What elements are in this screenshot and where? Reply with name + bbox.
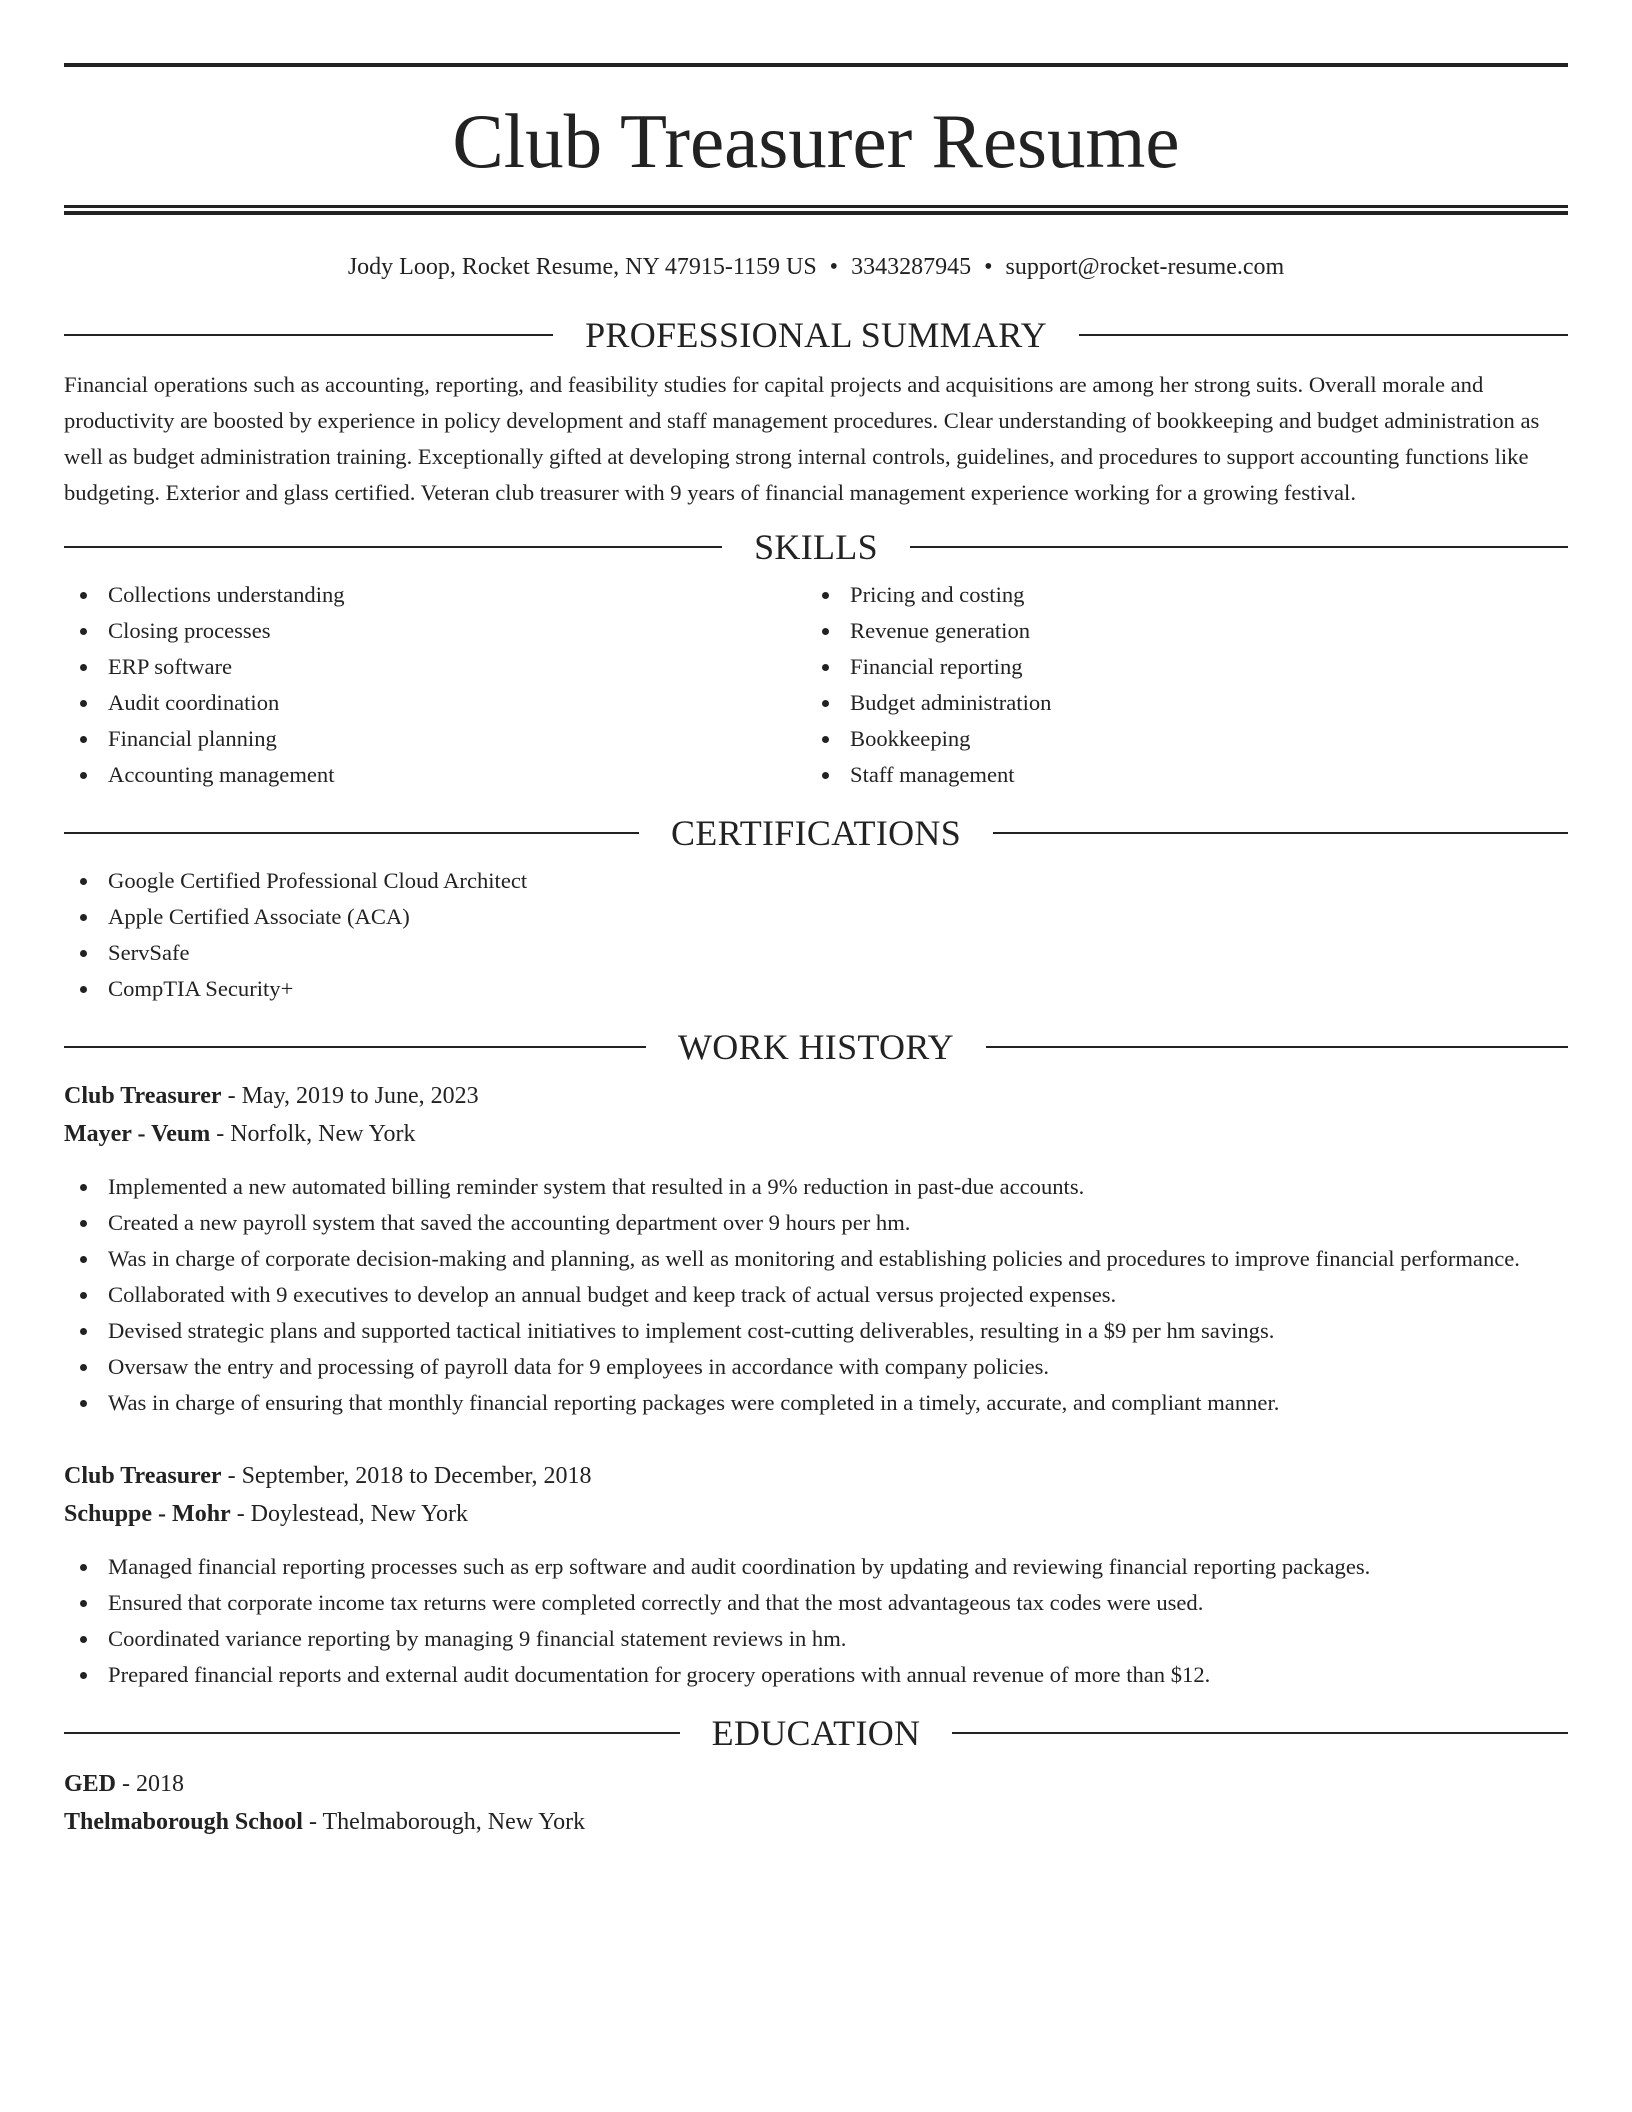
job-title: Club Treasurer (64, 1463, 222, 1489)
education-entry (64, 1765, 1568, 1841)
job-title-line (64, 1077, 1568, 1115)
list-item: Financial reporting (806, 649, 1548, 685)
list-item: Prepared financial reports and external audit documentation for grocery operations with annual revenue of more than $12. (64, 1657, 1568, 1693)
list-item: Financial planning (64, 721, 806, 757)
contact-line (64, 251, 1568, 283)
skills-list-left (64, 577, 806, 793)
section-rule (910, 546, 1568, 548)
section-header-work (64, 1029, 1568, 1065)
section-title-skills: SKILLS (754, 527, 878, 567)
section-header-skills (64, 529, 1568, 565)
list-item: Ensured that corporate income tax returns were completed correctly and that the most advantageous tax codes were used. (64, 1585, 1568, 1621)
list-item: Budget administration (806, 685, 1548, 721)
list-item: Revenue generation (806, 613, 1548, 649)
job-bullets (64, 1549, 1568, 1693)
summary-paragraph: Financial operations such as accounting, reporting, and feasibility studies for capital projects and acquisitions are among her strong suits. Overall morale and productivity are boosted by experience in policy development and staff management procedures. Clear understanding of bookkeeping and budget administration as well as budget administration training. Exceptionally gifted at developing strong internal controls, guidelines, and procedures to support accounting functions like budgeting. Exterior and glass certified. Veteran club treasurer with 9 years of financial management experience working for a growing festival. (64, 372, 1540, 505)
skills-columns (64, 577, 1568, 793)
section-rule (993, 832, 1568, 834)
contact-email: support@rocket-resume.com (1005, 254, 1285, 280)
list-item: Oversaw the entry and processing of payroll data for 9 employees in accordance with company policies. (64, 1349, 1568, 1385)
job-bullets (64, 1169, 1568, 1421)
list-item: Collaborated with 9 executives to develop an annual budget and keep track of actual versus projected expenses. (64, 1277, 1568, 1313)
list-item: Managed financial reporting processes such as erp software and audit coordination by updating and reviewing financial reporting packages. (64, 1549, 1568, 1585)
section-rule (64, 1732, 680, 1734)
section-header-certifications (64, 815, 1568, 851)
education-degree: GED (64, 1771, 117, 1797)
contact-phone: 3343287945 (851, 254, 972, 280)
list-item: Audit coordination (64, 685, 806, 721)
section-rule (952, 1732, 1568, 1734)
contact-address: Jody Loop, Rocket Resume, NY 47915-1159 US (347, 254, 817, 280)
list-item: Implemented a new automated billing reminder system that resulted in a 9% reduction in past-due accounts. (64, 1169, 1568, 1205)
title-double-rule (64, 205, 1568, 215)
job-company: Schuppe - Mohr (64, 1501, 231, 1527)
section-rule (64, 1046, 646, 1048)
section-title-education: EDUCATION (711, 1713, 921, 1753)
education-degree-line (64, 1765, 1568, 1803)
job-location: - Norfolk, New York (210, 1121, 416, 1147)
list-item: Apple Certified Associate (ACA) (64, 899, 1568, 935)
list-item: ServSafe (64, 935, 1568, 971)
list-item: Created a new payroll system that saved the accounting department over 9 hours per hm. (64, 1205, 1568, 1241)
list-item: Collections understanding (64, 577, 806, 613)
contact-separator: • (984, 254, 993, 280)
list-item: CompTIA Security+ (64, 971, 1568, 1007)
job-title: Club Treasurer (64, 1083, 222, 1109)
education-location: - Thelmaborough, New York (302, 1809, 586, 1835)
list-item: Was in charge of ensuring that monthly financial reporting packages were completed in a timely, accurate, and compliant manner. (64, 1385, 1568, 1421)
section-title-summary: PROFESSIONAL SUMMARY (585, 315, 1047, 355)
education-school: Thelmaborough School (64, 1809, 303, 1835)
section-rule (64, 546, 722, 548)
job-entry (64, 1457, 1568, 1693)
list-item: Accounting management (64, 757, 806, 793)
section-rule (64, 832, 639, 834)
top-rule (64, 63, 1568, 67)
job-company-line (64, 1115, 1568, 1153)
section-title-certifications: CERTIFICATIONS (670, 813, 962, 853)
certifications-list (64, 863, 1568, 1007)
job-dates: - September, 2018 to December, 2018 (221, 1463, 592, 1489)
job-company: Mayer - Veum (64, 1121, 211, 1147)
job-entry (64, 1077, 1568, 1421)
list-item: Coordinated variance reporting by managing 9 financial statement reviews in hm. (64, 1621, 1568, 1657)
section-title-work: WORK HISTORY (678, 1027, 954, 1067)
section-rule (1079, 334, 1568, 336)
list-item: ERP software (64, 649, 806, 685)
list-item: Was in charge of corporate decision-making and planning, as well as monitoring and establishing policies and procedures to improve financial performance. (64, 1241, 1568, 1277)
list-item: Google Certified Professional Cloud Architect (64, 863, 1568, 899)
list-item: Staff management (806, 757, 1548, 793)
job-title-line (64, 1457, 1568, 1495)
section-rule (986, 1046, 1568, 1048)
job-company-line (64, 1495, 1568, 1533)
page-title: Club Treasurer Resume (452, 98, 1180, 184)
list-item: Closing processes (64, 613, 806, 649)
section-rule (64, 334, 553, 336)
education-year: - 2018 (116, 1771, 185, 1797)
contact-separator: • (829, 254, 839, 280)
skills-list-right (806, 577, 1548, 793)
section-header-education (64, 1715, 1568, 1751)
job-dates: - May, 2019 to June, 2023 (221, 1083, 479, 1109)
section-header-summary (64, 317, 1568, 353)
education-school-line (64, 1803, 1568, 1841)
resume-page (64, 0, 1568, 1841)
list-item: Devised strategic plans and supported tactical initiatives to implement cost-cutting deliverables, resulting in a $9 per hm savings. (64, 1313, 1568, 1349)
list-item: Pricing and costing (806, 577, 1548, 613)
job-location: - Doylestead, New York (230, 1501, 468, 1527)
list-item: Bookkeeping (806, 721, 1548, 757)
